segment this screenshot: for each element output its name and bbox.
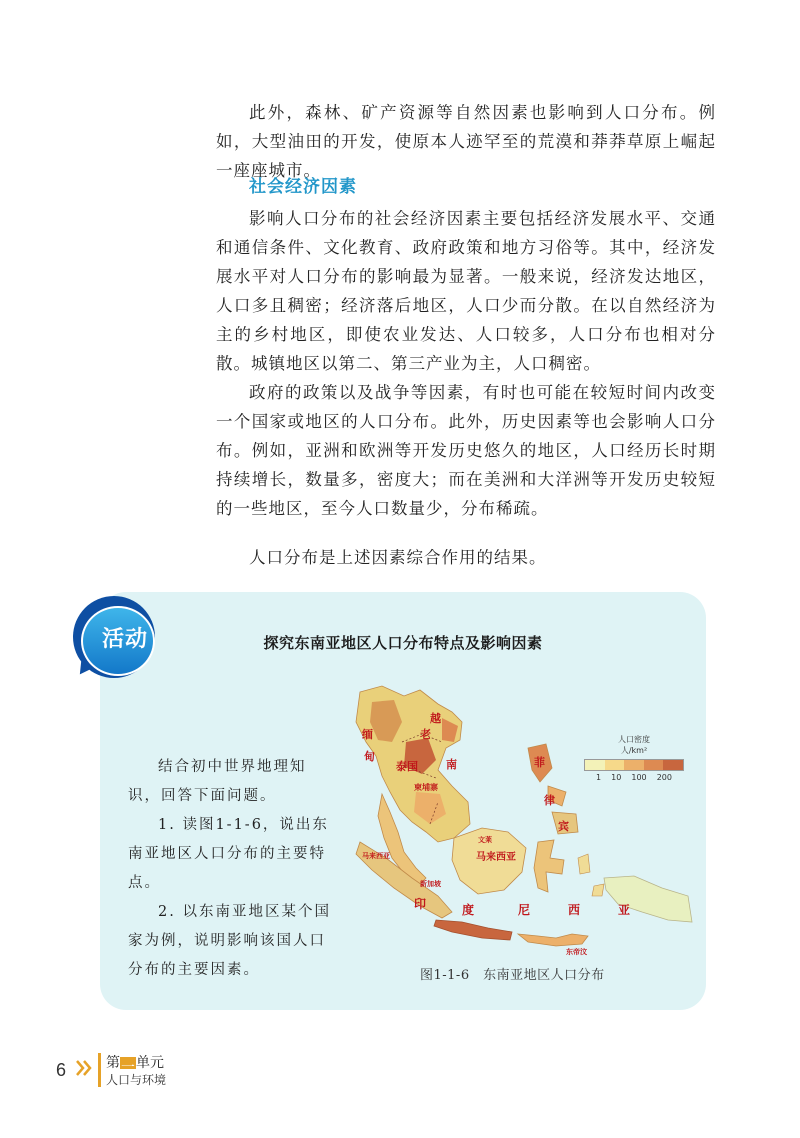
paragraph-natural-factors: 此外，森林、矿产资源等自然因素也影响到人口分布。例如，大型油田的开发，使原本人迹罕至的荒漠和莽莽草原上崛起一座座城市。 [216, 103, 716, 180]
label-malaysia-east: 马来西亚 [476, 852, 516, 863]
legend-swatches [584, 759, 684, 771]
label-brunei: 文莱 [478, 836, 492, 844]
label-vietnam-2: 南 [446, 758, 457, 771]
chevron-right-icon [74, 1058, 94, 1078]
label-indonesia-5: 亚 [618, 903, 631, 917]
footer-divider [98, 1053, 101, 1087]
legend-title: 人口密度 [618, 735, 650, 744]
legend-swatch [644, 760, 664, 770]
label-malaysia-west: 马来西亚 [362, 852, 390, 860]
map-legend [584, 734, 684, 782]
unit-number: 一 [120, 1057, 136, 1069]
label-indonesia-1: 印 [414, 897, 427, 911]
section-title: 社会经济因素 [249, 177, 357, 197]
unit-heading [106, 1052, 164, 1076]
legend-swatch [605, 760, 625, 770]
label-philippines-1: 菲 [534, 756, 545, 769]
unit-prefix: 第 [106, 1055, 120, 1071]
page-number: 6 [56, 1060, 67, 1080]
legend-ticks [584, 773, 684, 782]
label-thailand: 泰国 [396, 760, 418, 773]
label-singapore: 新加坡 [420, 880, 441, 888]
activity-question-1: 1. 读图1-1-6，说出东南亚地区人口分布的主要特点。 [128, 817, 329, 891]
label-philippines-2: 律 [544, 794, 555, 807]
activity-question-2: 2. 以东南亚地区某个国家为例，说明影响该国人口分布的主要因素。 [128, 904, 331, 978]
label-indonesia-2: 度 [462, 903, 475, 917]
label-timor-leste: 东帝汶 [566, 948, 587, 956]
activity-title: 探究东南亚地区人口分布特点及影响因素 [263, 634, 543, 652]
legend-tick-label: 200 [656, 773, 672, 782]
legend-tick-label: 10 [611, 773, 622, 782]
label-myanmar-1: 缅 [362, 728, 373, 741]
label-vietnam-1: 越 [430, 712, 441, 725]
label-indonesia-4: 西 [568, 903, 581, 917]
legend-tick-label: 100 [631, 773, 647, 782]
legend-tick-label: 1 [596, 773, 602, 782]
legend-unit: 人/km² [620, 746, 648, 755]
label-laos: 老 [420, 728, 431, 741]
label-myanmar-2: 甸 [364, 750, 375, 763]
paragraph-conclusion: 人口分布是上述因素综合作用的结果。 [249, 548, 547, 567]
label-philippines-3: 宾 [558, 820, 569, 833]
legend-swatch [663, 760, 683, 770]
activity-badge-label: 活动 [101, 627, 148, 652]
activity-intro: 结合初中世界地理知识，回答下面问题。 [128, 759, 307, 804]
paragraph-policy-history: 政府的政策以及战争等因素，有时也可能在较短时间内改变一个国家或地区的人口分布。此外，历史因素等也会影响人口分布。例如，亚洲和欧洲等开发历史悠久的地区，人口经历长时期持续增长，数量多，密度大；而在美洲和大洋洲等开发历史较短的一些地区，至今人口数量少，分布稀疏。 [216, 383, 716, 518]
unit-suffix: 单元 [136, 1055, 164, 1071]
legend-swatch [585, 760, 605, 770]
southeast-asia-population-map [342, 682, 696, 960]
label-cambodia: 柬埔寨 [414, 783, 438, 792]
label-indonesia-3: 尼 [518, 903, 531, 917]
paragraph-socioeconomic: 影响人口分布的社会经济因素主要包括经济发展水平、交通和通信条件、文化教育、政府政策和地方习俗等。其中，经济发展水平对人口分布的影响最为显著。一般来说，经济发达地区，人口多且稠密；经济落后地区，人口少而分散。在以自然经济为主的乡村地区，即使农业发达、人口较多，人口分布也相对分散。城镇地区以第二、第三产业为主，人口稠密。 [216, 209, 716, 373]
unit-name: 人口与环境 [106, 1073, 167, 1087]
figure-caption: 图1-1-6 东南亚地区人口分布 [420, 968, 605, 983]
legend-swatch [624, 760, 644, 770]
